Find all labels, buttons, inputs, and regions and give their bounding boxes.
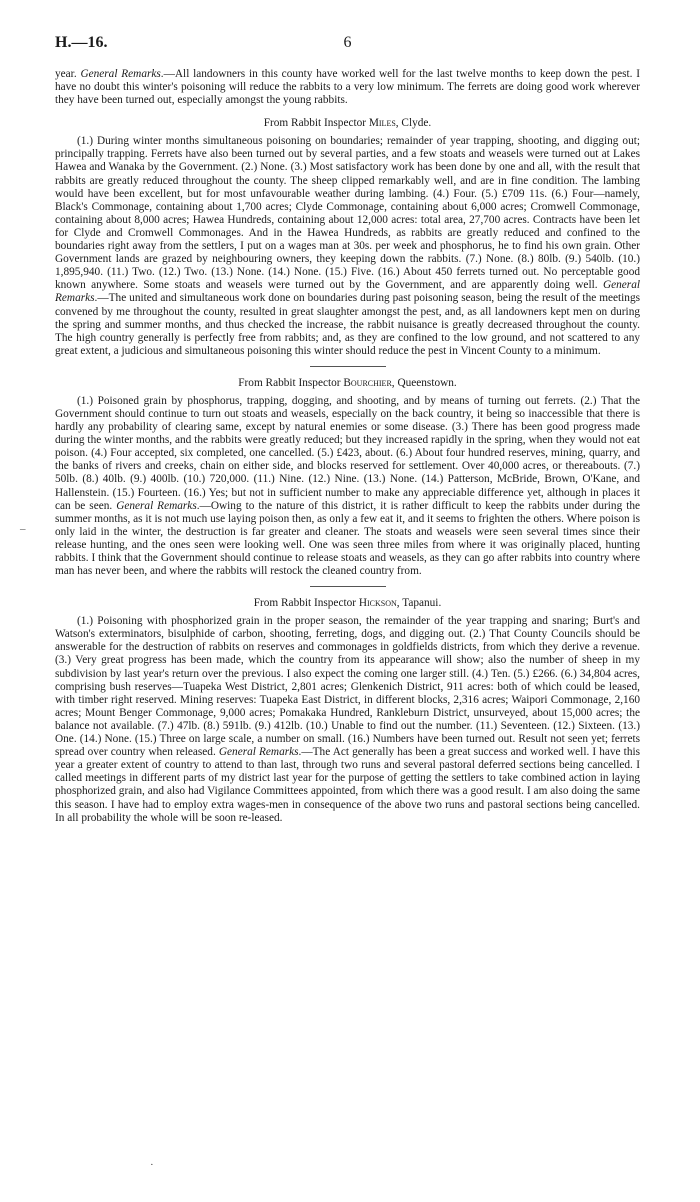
stray-dot-mark: · — [150, 1159, 154, 1171]
page-header — [55, 34, 640, 68]
document-page — [55, 34, 640, 1184]
report-heading-bourchier: From Rabbit Inspector Bourchier, Queenstown. — [238, 376, 457, 389]
report-body-hickson: (1.) Poisoning with phosphorized grain in the proper season, the remainder of the year trapping and snaring; Burt's and Watson's exterminators, bisulphide of carbon, shooting, ferreting, dogs, and digging out. (2.) That County Councils should be answerable for the destruction of rabbits on reserves and commonages in goldfields districts, from which they derive a revenue. (3.) Very great progress has been made, which the country from its appearance will show; also the number of sheep in my subdivision by last year's return over the previous. I also expect the coming one larger still. (4.) Ten. (5.) £266. (6.) 34,804 acres, comprising bush reserves—Tuapeka West District, 2,801 acres; Glenkenich District, 911 acres: both of which could be leased, with timber right reserved. Mining reserves: Tuapeka East District, in different blocks, 2,316 acres; Waipori Commonage, 2,160 acres; Mount Benger Commonage, 9,000 acres; Pomakaka Hundred, Rankleburn District, unsurveyed, about 15,000 acres; the balance not available. (7.) 47lb. (8.) 591lb. (9.) 412lb. (10.) Unable to find out the number. (11.) Seventeen. (12.) Sixteen. (13.) One. (14.) None. (15.) Three on large scale, a number on small. (16.) Numbers have been turned out. Result not seen yet; ferrets spread over country when released. General Remarks.—The Act generally has been a great success and worked well. I have this year a greater extent of country to attend to than last, through two runs and several pastoral deferred sections being cancelled. I called meetings in different parts of my district last year for the purpose of getting the settlers to take combined action in laying phosphorized grain, and also had Vigilance Committees appointed, from which there was a good result. I am also doing the same this season. I have had to employ extra wages-men in consequence of the above two runs and pastoral sections being cancelled. In all probability the whole will be soon re-leased. — [55, 615, 640, 824]
inspector-name: Bourchier — [343, 376, 392, 389]
general-remarks-label: General Remarks — [218, 746, 299, 759]
parliamentary-paper-reference: H.—16. — [55, 34, 108, 51]
margin-dash-mark: – — [20, 523, 26, 535]
inspector-name: Miles — [368, 117, 396, 130]
section-divider — [310, 366, 386, 367]
inspector-name: Hickson — [358, 597, 397, 610]
section-divider — [310, 586, 386, 587]
report-heading-miles: From Rabbit Inspector Miles, Clyde. — [263, 117, 432, 130]
general-remarks-label: General Remarks — [80, 68, 161, 80]
report-body-miles: (1.) During winter months simultaneous poisoning on boundaries; remainder of year trapping, shooting, and digging out; principally trapping. Ferrets have also been turned out by several parties, and a few stoats and weasels were turned out at Lakes Hawea and Wanaka by the Government. (2.) None. (3.) Most satisfactory work has been done by one and all, with the result that rabbits are greatly reduced throughout the county. The sheep clipped remarkably well, and are in fine condition. The lambing would have been excellent, but for most unfavourable weather during lambing. (4.) Four. (5.) £709 11s. (6.) Four—namely, Black's Commonage, containing about 1,700 acres; Clyde Commonage, containing about 6,000 acres; Cromwell Commonage, containing about 8,000 acres; Hawea Hundreds, containing about 12,000 acres: total area, 27,700 acres. Contracts have been let for Clyde and Cromwell Commonages. And in the Hawea Hundreds, as rabbits are greatly reduced and confined to the boundaries right away from the settlers, I put on a wages man at 30s. per week and phosphorus, he to find his own grain. Other Government lands are grazed by neighbouring owners, they keeping down the rabbits. (7.) None. (8.) 80lb. (9.) 540lb. (10.) 1,895,940. (11.) Two. (12.) Two. (13.) None. (14.) None. (15.) Five. (16.) About 450 ferrets turned out. No perceptable good known anywhere. Some stoats and weasels were turned out by the Government, and are apparently doing well. General Remarks.—The united and simultaneous work done on boundaries during past poisoning season, being the result of the meetings convened by me throughout the county, resulted in great slaughter amongst the pest, and, as all landowners kept men on during the spring and summer months, and thus checked the increase, the rabbit nuisance is greatly decreased throughout the county. The high country generally is perfectly free from rabbits; and, as they are confined to the low ground, and not scattered to any great extent, a judicious and simultaneous poisoning this winter should reduce the pest in Vincent County to a minimum. — [55, 135, 640, 357]
general-remarks-label: General Remarks — [55, 279, 640, 305]
report-heading-hickson: From Rabbit Inspector Hickson, Tapanui. — [253, 597, 442, 610]
general-remarks-label: General Remarks — [116, 499, 197, 512]
intro-paragraph: year. General Remarks.—All landowners in this county have worked well for the last twelve months to keep down the pest. I have no doubt this winter's poisoning will reduce the rabbits to a very low minimum. The ferrets are doing good work wherever they have been turned out, especially amongst the young rabbits. — [55, 68, 640, 107]
report-body-bourchier: (1.) Poisoned grain by phosphorus, trapping, dogging, and shooting, and by means of turning out ferrets. (2.) That the Government should continue to turn out stoats and weasels, especially on the back country, it being so inaccessible that there is hardly any probability of clearing same, except by natural enemies or some disease. (3.) There has been good progress made during the winter months, and the rabbits were greatly reduced; but they increased rapidly in the spring, when they would not eat poison. (4.) Four accepted, six completed, one cancelled. (5.) £423, about. (6.) About four hundred reserves, mining, quarry, and the banks of rivers and creeks, chain on either side, and blocks reserved for settlement. Over 40,000 acres, or thereabouts. (7.) 50lb. (8.) 40lb. (9.) 400lb. (10.) 720,000. (11.) Nine. (12.) Nine. (13.) None. (14.) Patterson, McBride, Brown, O'Kane, and Hallenstein. (15.) Fourteen. (16.) Yes; but not in sufficient number to make any appreciable difference yet, although in places it can be seen. General Remarks.—Owing to the nature of this district, it is rather difficult to keep the rabbits under during the summer months, as it is not much use laying poison then, as only a few eat it, and it seems to frighten the others. Where poison is only laid in the winter, the destruction is far greater and cleaner. The stoats and weasels were seen several times since their release hunting, and the ones seen were looking well. One was seen three miles from where it was originally placed, hunting rabbits. I think that the Government should continue to release stoats and weasels, as they can go after rabbits into country where man has never been, and where the rabbits will restock the cleaned country from. — [55, 394, 640, 578]
page-number: 6 — [343, 34, 352, 51]
